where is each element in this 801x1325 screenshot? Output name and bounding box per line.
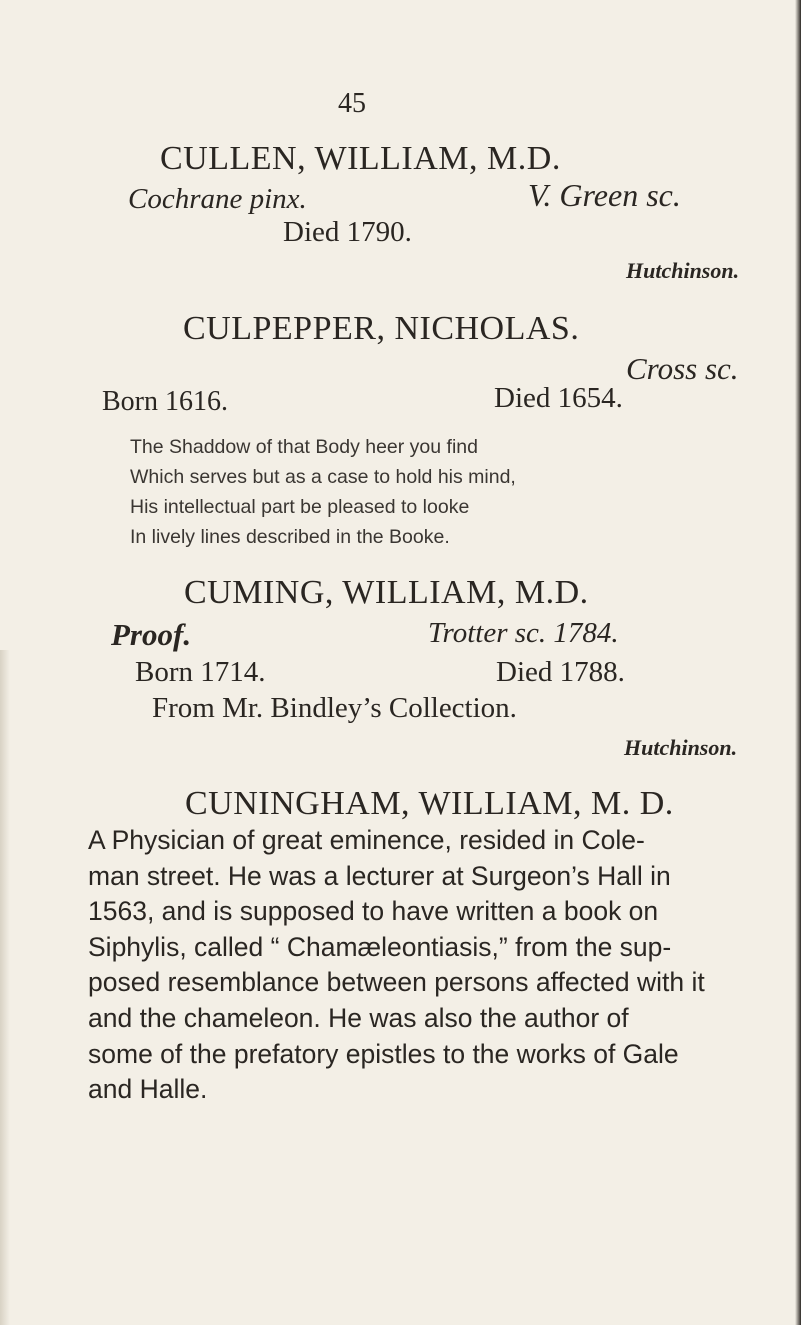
source-credit: Hutchinson.	[626, 258, 740, 283]
page-number: 45	[338, 88, 366, 119]
death-date: Died 1790.	[283, 216, 412, 248]
proof-state: Proof.	[111, 617, 192, 652]
birth-date: Born 1714.	[135, 656, 266, 688]
provenance-note: From Mr. Bindley’s Collection.	[152, 692, 517, 724]
description-line: and Halle.	[88, 1074, 208, 1105]
engraver-credit: Cross sc.	[626, 351, 739, 386]
engraver-credit: Trotter sc. 1784.	[428, 617, 619, 649]
description-line: A Physician of great eminence, resided in Cole-	[88, 825, 645, 855]
death-date: Died 1654.	[494, 382, 623, 414]
death-date: Died 1788.	[496, 656, 625, 688]
verse-line: Which serves but as a case to hold his mind,	[130, 466, 516, 488]
engraver-credit: V. Green sc.	[528, 177, 681, 213]
verse-line: His intellectual part be pleased to looke	[130, 496, 470, 518]
verse-line: In lively lines described in the Booke.	[130, 526, 450, 548]
source-credit: Hutchinson.	[624, 735, 738, 760]
entry-title-cullen: CULLEN, WILLIAM, M.D.	[160, 140, 561, 177]
verse-line: The Shaddow of that Body heer you find	[130, 436, 478, 458]
description-line: some of the prefatory epistles to the works of Gale	[88, 1038, 679, 1069]
description-line: and the chameleon. He was also the author of	[88, 1002, 629, 1033]
description-line: Siphylis, called “ Chamæleontiasis,” from the sup-	[88, 931, 672, 962]
entry-title-cuming: CUMING, WILLIAM, M.D.	[184, 574, 589, 611]
entry-title-cuningham: CUNINGHAM, WILLIAM, M. D.	[185, 785, 674, 822]
page-edge-shadow	[0, 650, 10, 1325]
description-line: man street. He was a lecturer at Surgeon’s Hall in	[88, 860, 671, 891]
description-line: posed resemblance between persons affected with it	[88, 967, 705, 998]
painter-credit: Cochrane pinx.	[128, 183, 307, 215]
birth-date: Born 1616.	[102, 386, 228, 417]
entry-title-culpepper: CULPEPPER, NICHOLAS.	[183, 310, 580, 347]
page-edge-dark	[795, 0, 801, 1325]
description-line: 1563, and is supposed to have written a book on	[88, 896, 659, 927]
entry-description	[88, 823, 760, 1108]
